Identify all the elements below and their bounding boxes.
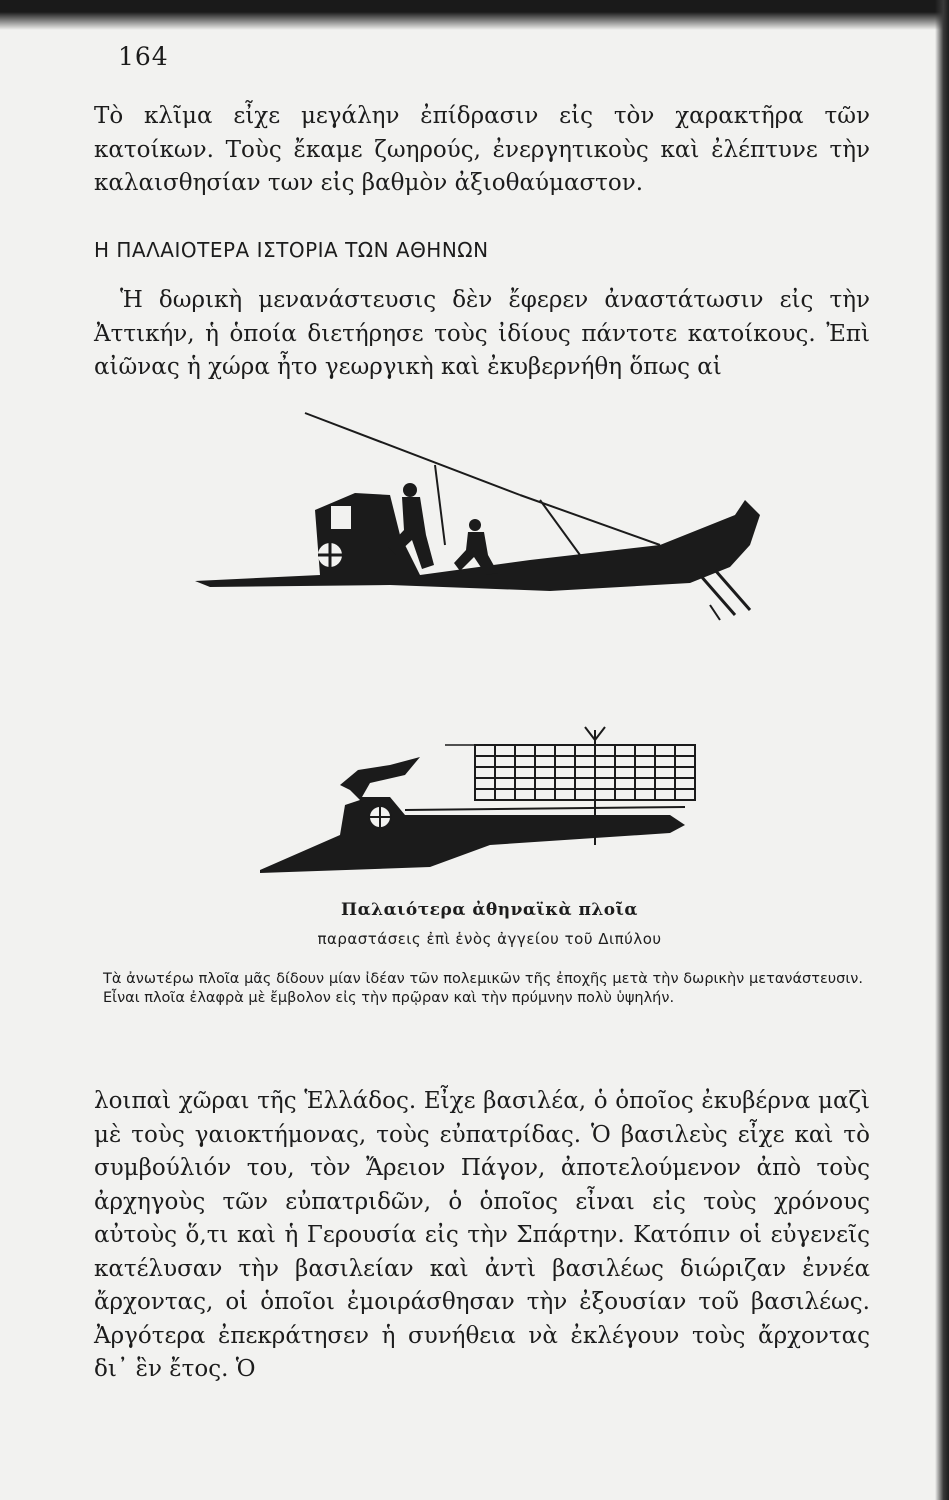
page-number: 164 [118, 42, 169, 71]
figure-caption-title: Παλαιότερα ἀθηναϊκὰ πλοῖα [341, 900, 638, 920]
warship-with-grid-sail-icon [260, 727, 695, 873]
paragraph-kingship: λοιπαὶ χῶραι τῆς Ἑλλάδος. Εἶχε βασιλέα, ὁ ὁποῖος ἐκυβέρνα μαζὶ μὲ τοὺς γαιοκτήμονας, τοὺς εὐπατρίδας. Ὁ βασιλεὺς εἶχε καὶ τὸ συμβούλιόν του, τὸν Ἄρειον Πάγον, ἀποτελούμενον ἀπὸ τοὺς ἀρχηγοὺς τῶν εὐπατριδῶν, ὁ ὁποῖος εἶναι εἰς τοὺς χρόνους αὐτοὺς ὅ,τι καὶ ἡ Γερουσία εἰς τὴν Σπάρτην. Κατόπιν οἱ εὐγενεῖς κατέλυσαν τὴν βασιλείαν καὶ ἀντὶ βασιλέως διώριζαν ἐννέα ἄρχοντας, οἱ ὁποῖοι ἐμοιράσθησαν τὴν ἐξουσίαν τοῦ βασιλέως. Ἀργότερα ἐπεκράτησεν ἡ συνήθεια νὰ ἐκλέγουν τοὺς ἄρχοντας δι᾿ ἓν ἔτος. Ὁ [94, 1088, 870, 1382]
paragraph-dorian-migration: Ἡ δωρικὴ μενανάστευσις δὲν ἔφερεν ἀναστάτωσιν εἰς τὴν Ἀττικήν, ἡ ὁποία διετήρησε τοὺς ἰδίους πάντοτε κατοίκους. Ἐπὶ αἰῶνας ἡ χώρα ἦτο γεωργικὴ καὶ ἐκυβερνήθη ὅπως αἱ [94, 287, 870, 380]
warship-with-figures-icon [195, 413, 760, 620]
figure-note: Τὰ ἀνωτέρω πλοῖα μᾶς δίδουν μίαν ἰδέαν τῶν πολεμικῶν τῆς ἐποχῆς μετὰ τὴν δωρικὴν μετανάστευσιν. Εἶναι πλοῖα ἐλαφρὰ μὲ ἔμβολον εἰς τὴν πρῷραν καὶ τὴν πρύμνην πολὺ ὑψηλήν. [103, 971, 863, 1006]
page-top-shadow [0, 0, 949, 30]
paragraph-climate: Τὸ κλῖμα εἶχε μεγάλην ἐπίδρασιν εἰς τὸν χαρακτῆρα τῶν κατοίκων. Τοὺς ἔκαμε ζωηρούς, ἐνεργητικοὺς καὶ ἐλέπτυνε τὴν καλαισθησίαν των εἰς βαθμὸν ἀξιοθαύμαστον. [94, 103, 870, 196]
section-heading: Η ΠΑΛΑΙΟΤΕΡΑ ΙΣΤΟΡΙΑ ΤΩΝ ΑΘΗΝΩΝ [94, 238, 489, 262]
page-right-shadow [935, 0, 949, 1500]
ships-illustration [190, 405, 770, 895]
figure-caption-subtitle: παραστάσεις ἐπὶ ἑνὸς ἀγγείου τοῦ Διπύλου [317, 930, 662, 948]
